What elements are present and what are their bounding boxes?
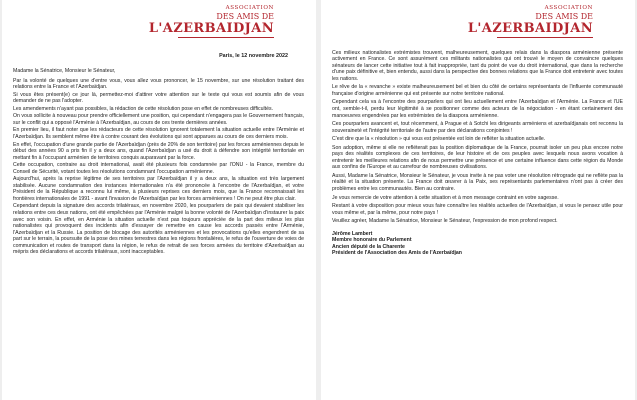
paragraph: C'est dire que la « résolution » qui vous est présentée est loin de refléter la situation actuelle. <box>332 136 546 143</box>
signatory-title: Président de l'Association des Amis de l'Azerbaïdjan <box>332 250 462 257</box>
signatory-name: Jérôme Lambert <box>332 230 373 237</box>
letter-page-2 <box>321 0 635 400</box>
paragraph: Les amendements n'ayant pas possibles, la rédaction de cette résolution pose en effet de nombreuses difficultés. <box>13 105 274 112</box>
association-logo <box>13 6 304 35</box>
paragraph: Cependant depuis la signature des accords trilatéraux, en novembre 2020, les pourparlers de paix qui devaient stabiliser les relations entre ces deux nations, ont été empêchées par l'Arménie malgré la bonne volonté de l'Azerbaïdjan d'instaurer la paix avec son voisin. En effet, en Arménie la situation actuelle n'est pas toujours appréciée de la part des milieux les plus nationalistes qui provoquent des incidents afin d'essayer de remettre en cause les accords passés entre l'Arménie, l'Azerbaïdjan et la Russie. La position de blocage des autorités arméniennes et les provocations qu'elles engendrent de sa part sur le terrain, la poursuite de la pose des mines terrestres dans les régions frontalières, le refus de l'ouverture de voies de communication et routes de transport dans la région, le refus de retrait de ses forces armées du territoire d'Azerbaïdjan au mépris des déclarations et accords trilatéraux, sont inacceptables. <box>13 203 304 256</box>
logo-line-1: ASSOCIATION <box>225 5 274 11</box>
signatory-title: Ancien député de la Charente <box>332 243 405 250</box>
paragraph: En effet, l'occupation d'une grande partie de l'Azerbaïdjan (près de 20% de son territoire) par les forces arméniennes depuis le début des années 90 a pris fin il y a deux ans, quand l'Azerbaïdjan a usé du droit à défendre son intégrité territoriale en mettant fin à l'occupant arménien de territoires conquis auparavant par la force. <box>13 141 304 161</box>
letter-page-1 <box>2 0 316 400</box>
paragraph: Veuillez agréer, Madame la Sénatrice, Monsieur le Sénateur, l'expression de mon profond respect. <box>332 218 558 225</box>
signature-block <box>332 231 623 257</box>
paragraph: Je vous remercie de votre attention à cette situation et à mon message contraint en votre sagesse. <box>332 194 559 201</box>
logo-line-2: DES AMIS DE <box>216 11 274 21</box>
paragraph: Cependant cela va à l'encontre des pourparlers qui ont lieu actuellement entre l'Azerbaïdjan et l'Arménie. La France et l'UE ont, semble-t-il, perdu leur légitimité à se positionner comme des acteurs de la négociation - en étant certainement des manoeuvres engendrées par les extrémistes de la diaspora arménienne. <box>332 99 623 119</box>
paragraph: Si vous êtes présent(e) ce jour là, permettez-moi d'attirer votre attention sur le texte qui vous est soumis afin de vous demander de ne pas l'adopter. <box>13 91 304 105</box>
paragraph: Le rêve de la « revanche » existe malheureusement bel et bien du côté de certains représentants de l'influente communauté française d'origine arménienne qui est présente sur notre territoire national. <box>332 84 623 97</box>
logo-line-3: L'AZERBAIDJAN <box>148 20 274 36</box>
logo-divider <box>178 37 274 38</box>
logo-line-2: DES AMIS DE <box>535 11 593 21</box>
paragraph: Son adoption, même si elle ne refléterait pas la position diplomatique de la France, pourrait isoler un peu plus encore notre pays des réalités complexes de ces territoires, de leur histoire et de ces peuples avec lesquels nous avons vocation à entretenir les meilleures relations afin de nous permettre une présence et une certaine influence dans cette région du Monde aux confins de l'Europe et au carrefour de nombreuses civilisations. <box>332 144 623 171</box>
paragraph: On vous sollicite à nouveau pour prendre officiellement une position, qui cependant n'engagera pas le Gouvernement français, sur le conflit qui a opposé l'Arménie à l'Azerbaïdjan, au cours de ces trente dernières années. <box>13 113 304 126</box>
salutation: Madame la Sénatrice, Monsieur le Sénateur, <box>13 67 116 74</box>
paragraph: Restant à votre disposition pour mieux vous faire connaître les réalités actuelles de l'Azerbaïdjan, si vous le pensez utile pour vous même et, par la même, pour notre pays ! <box>332 203 623 216</box>
paragraph: Par la volonté de quelques une d'entre vous, vous allez vous prononcer, le 15 novembre, sur une résolution traitant des relations entre la France et l'Azerbaïdjan. <box>13 77 304 91</box>
signatory-title: Membre honoraire du Parlement <box>332 237 412 244</box>
paragraph: Cette occupation, contraire au droit international, avait été plusieurs fois condamnée par l'ONU - la France, membre du Conseil de Sécurité, votant toutes les résolutions condamnant l'occupation arménienne. <box>13 162 304 175</box>
paragraph: Aussi, Madame la Sénatrice, Monsieur le Sénateur, je vous invite à ne pas voter une résolution rétrograde qui ne reflète pas la réalité et la situation présente. La France doit œuvrer à la Paix, ses représentants parlementaires n'ont pas à créer des problèmes entre les communautés. Bien au contraire. <box>332 172 623 192</box>
logo-line-3: L'AZERBAIDJAN <box>467 20 593 36</box>
letter-date: Paris, le 12 novembre 2022 <box>219 52 288 59</box>
association-logo <box>332 6 623 35</box>
paragraph: Ces pourparlers avancent et, tout récemment, à Prague et à Sotchi les dirigeants arméniens et azerbaïdjanais ont reconnu la souveraineté et l'intégrité territoriale de l'autre par des déclarations conjointes ! <box>332 121 623 134</box>
paragraph: Aujourd'hui, après la reprise légitime de ses territoires par l'Azerbaïdjan il y a deux ans, la situation est très largement stabilisée. Aucune condamnation des instances internationales n'a été prononcée à l'encontre de l'Azerbaïdjan, et votre Président de la République a reconnu lui même, à plusieurs reprises ces derniers mois, que la France reconnaissait les frontières internationales de 1991 - avant l'invasion de l'Azerbaïdjan par les forces arméniennes ! On ne peut être plus clair. <box>13 176 304 202</box>
paragraph: Ces milieux nationalistes extrémistes trouvent, malheureusement, quelques relais dans la diaspora arménienne présente activement en France. Ce sont assurément ces militants nationalistes qui ont trouvé le moyen de convaincre quelques sénateurs de lancer cette initiative tout à fait inappropriée, tant du point de vue du droit international, que dans la recherche d'une paix définitive et, bien entendu, aussi dans la perspective des bonnes relations que la France doit entretenir avec toutes les nations. <box>332 49 623 82</box>
logo-line-1: ASSOCIATION <box>544 5 593 11</box>
logo-divider <box>497 37 593 38</box>
paragraph: En premier lieu, il faut noter que les rédacteurs de cette résolution ignorent totalement la situation actuelle entre l'Arménie et l'Azerbaïdjan. Ils semblent même être à contre courant des évolutions qui sont apparues au cours de ces derniers mois. <box>13 127 304 140</box>
